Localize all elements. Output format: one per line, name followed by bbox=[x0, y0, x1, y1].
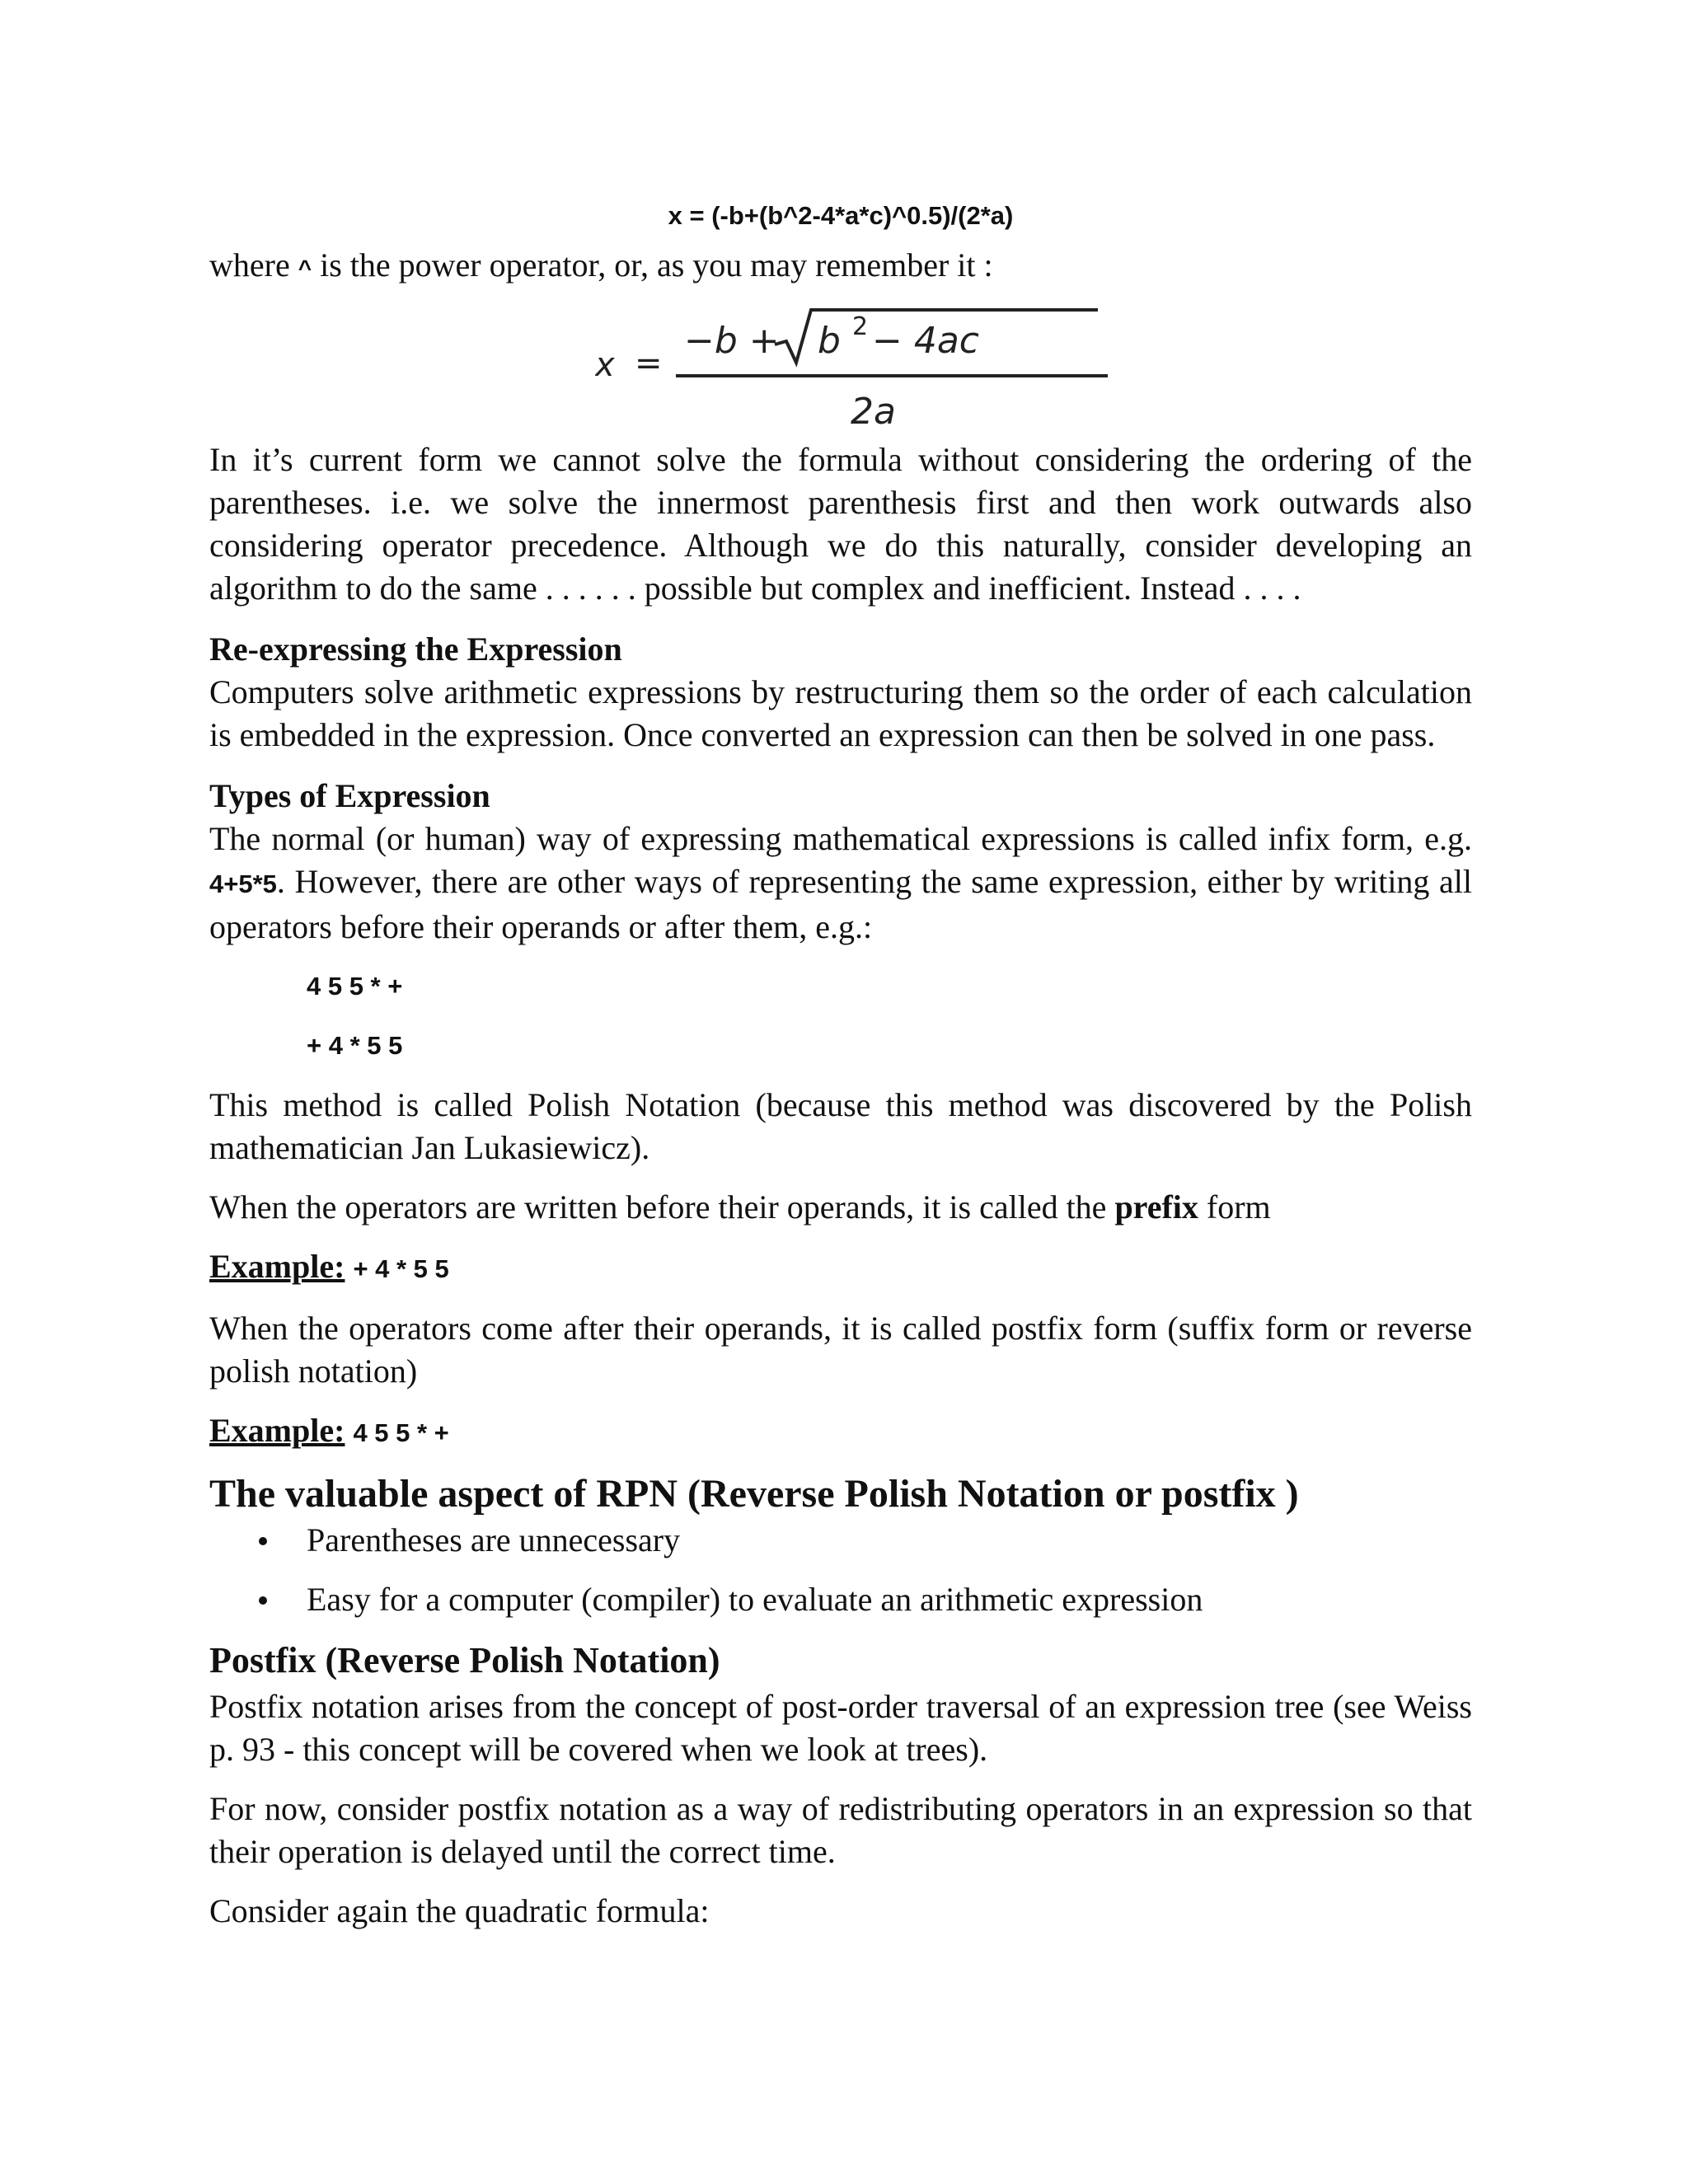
heading-types: Types of Expression bbox=[209, 777, 490, 814]
math-x: x bbox=[595, 346, 615, 384]
list-item bbox=[209, 1519, 1472, 1562]
paragraph-polish-notation: This method is called Polish Notation (because this method was discovered by the Polish mathematician Jan Lukasiewicz). bbox=[209, 1086, 1472, 1166]
paragraph-postfix-1: Postfix notation arises from the concept of post-order traversal of an expression tree (see Weiss p. 93 - this concept will be covered when we look at trees). bbox=[209, 1688, 1472, 1768]
example-postfix bbox=[209, 1409, 1472, 1455]
paragraph-postfix-form: When the operators come after their operands, it is called postfix form (suffix form or reverse polish notation) bbox=[209, 1310, 1472, 1390]
math-exponent: 2 bbox=[852, 312, 869, 341]
list-item bbox=[209, 1578, 1472, 1621]
paragraph-postfix-2: For now, consider postfix notation as a way of redistributing operators in an expression so that their operation is delayed until the correct time. bbox=[209, 1790, 1472, 1870]
formula-text: x = (-b+(b^2-4*a*c)^0.5)/(2*a) bbox=[668, 201, 1014, 230]
example-postfix-label: Example: bbox=[209, 1412, 345, 1449]
heading-postfix: Postfix (Reverse Polish Notation) bbox=[209, 1640, 720, 1680]
math-numerator: −b + bbox=[684, 320, 780, 362]
postfix-example-line: 4 5 5 * + bbox=[307, 972, 403, 1001]
math-denominator: 2a bbox=[851, 391, 896, 433]
where-line bbox=[209, 244, 1472, 290]
power-symbol: ^ bbox=[298, 255, 312, 281]
math-equals: = bbox=[635, 344, 663, 382]
prefix-example-line: + 4 * 5 5 bbox=[307, 1031, 403, 1060]
types-body-start: The normal (or human) way of expressing mathematical expressions is called infix form, e.g. bbox=[209, 820, 1472, 857]
bullet-list bbox=[209, 1519, 1472, 1621]
bullet-icon bbox=[259, 1596, 267, 1605]
page-content bbox=[209, 196, 1472, 1933]
math-4ac: − 4ac bbox=[872, 320, 980, 362]
where-line-after: is the power operator, or, as you may remember it : bbox=[312, 246, 993, 284]
bullet-text: Parentheses are unnecessary bbox=[307, 1521, 681, 1558]
paragraph-types bbox=[209, 818, 1472, 949]
example-prefix-label: Example: bbox=[209, 1248, 345, 1285]
paragraph-ordering: In it’s current form we cannot solve the formula without considering the ordering of the parentheses. i.e. we solve the innermost parenthesis first and then work outwards also considering operator precedence. Although we do this naturally, consider developing an algorithm to do the same . . . . . . possible but complex and inefficient. Instead . . . . bbox=[209, 441, 1472, 607]
prefix-line-after: form bbox=[1198, 1188, 1271, 1226]
example-postfix-value: 4 5 5 * + bbox=[353, 1418, 449, 1447]
math-b: b bbox=[818, 320, 841, 362]
example-prefix-value: + 4 * 5 5 bbox=[353, 1254, 449, 1283]
types-body-end: . However, there are other ways of representing the same expression, either by writing all operators before their operands or after them, e.g.: bbox=[209, 863, 1472, 945]
paragraph-prefix-form bbox=[209, 1186, 1472, 1229]
heading-reexpressing: Re-expressing the Expression bbox=[209, 630, 622, 668]
prefix-bold: prefix bbox=[1114, 1188, 1198, 1226]
quadratic-formula-image bbox=[595, 302, 1156, 434]
bullet-icon bbox=[259, 1537, 267, 1545]
example-prefix bbox=[209, 1245, 1472, 1291]
prefix-line-before: When the operators are written before their operands, it is called the bbox=[209, 1188, 1115, 1226]
paragraph-reexpressing: Computers solve arithmetic expressions by restructuring them so the order of each calculation is embedded in the expression. Once converted an expression can then be solved in one pass. bbox=[209, 673, 1472, 753]
infix-example: 4+5*5 bbox=[209, 869, 277, 898]
paragraph-final: Consider again the quadratic formula: bbox=[209, 1892, 710, 1929]
heading-rpn-aspect: The valuable aspect of RPN (Reverse Polish Notation or postfix ) bbox=[209, 1472, 1299, 1516]
bullet-text: Easy for a computer (compiler) to evaluate an arithmetic expression bbox=[307, 1581, 1203, 1618]
where-line-before: where bbox=[209, 246, 298, 284]
